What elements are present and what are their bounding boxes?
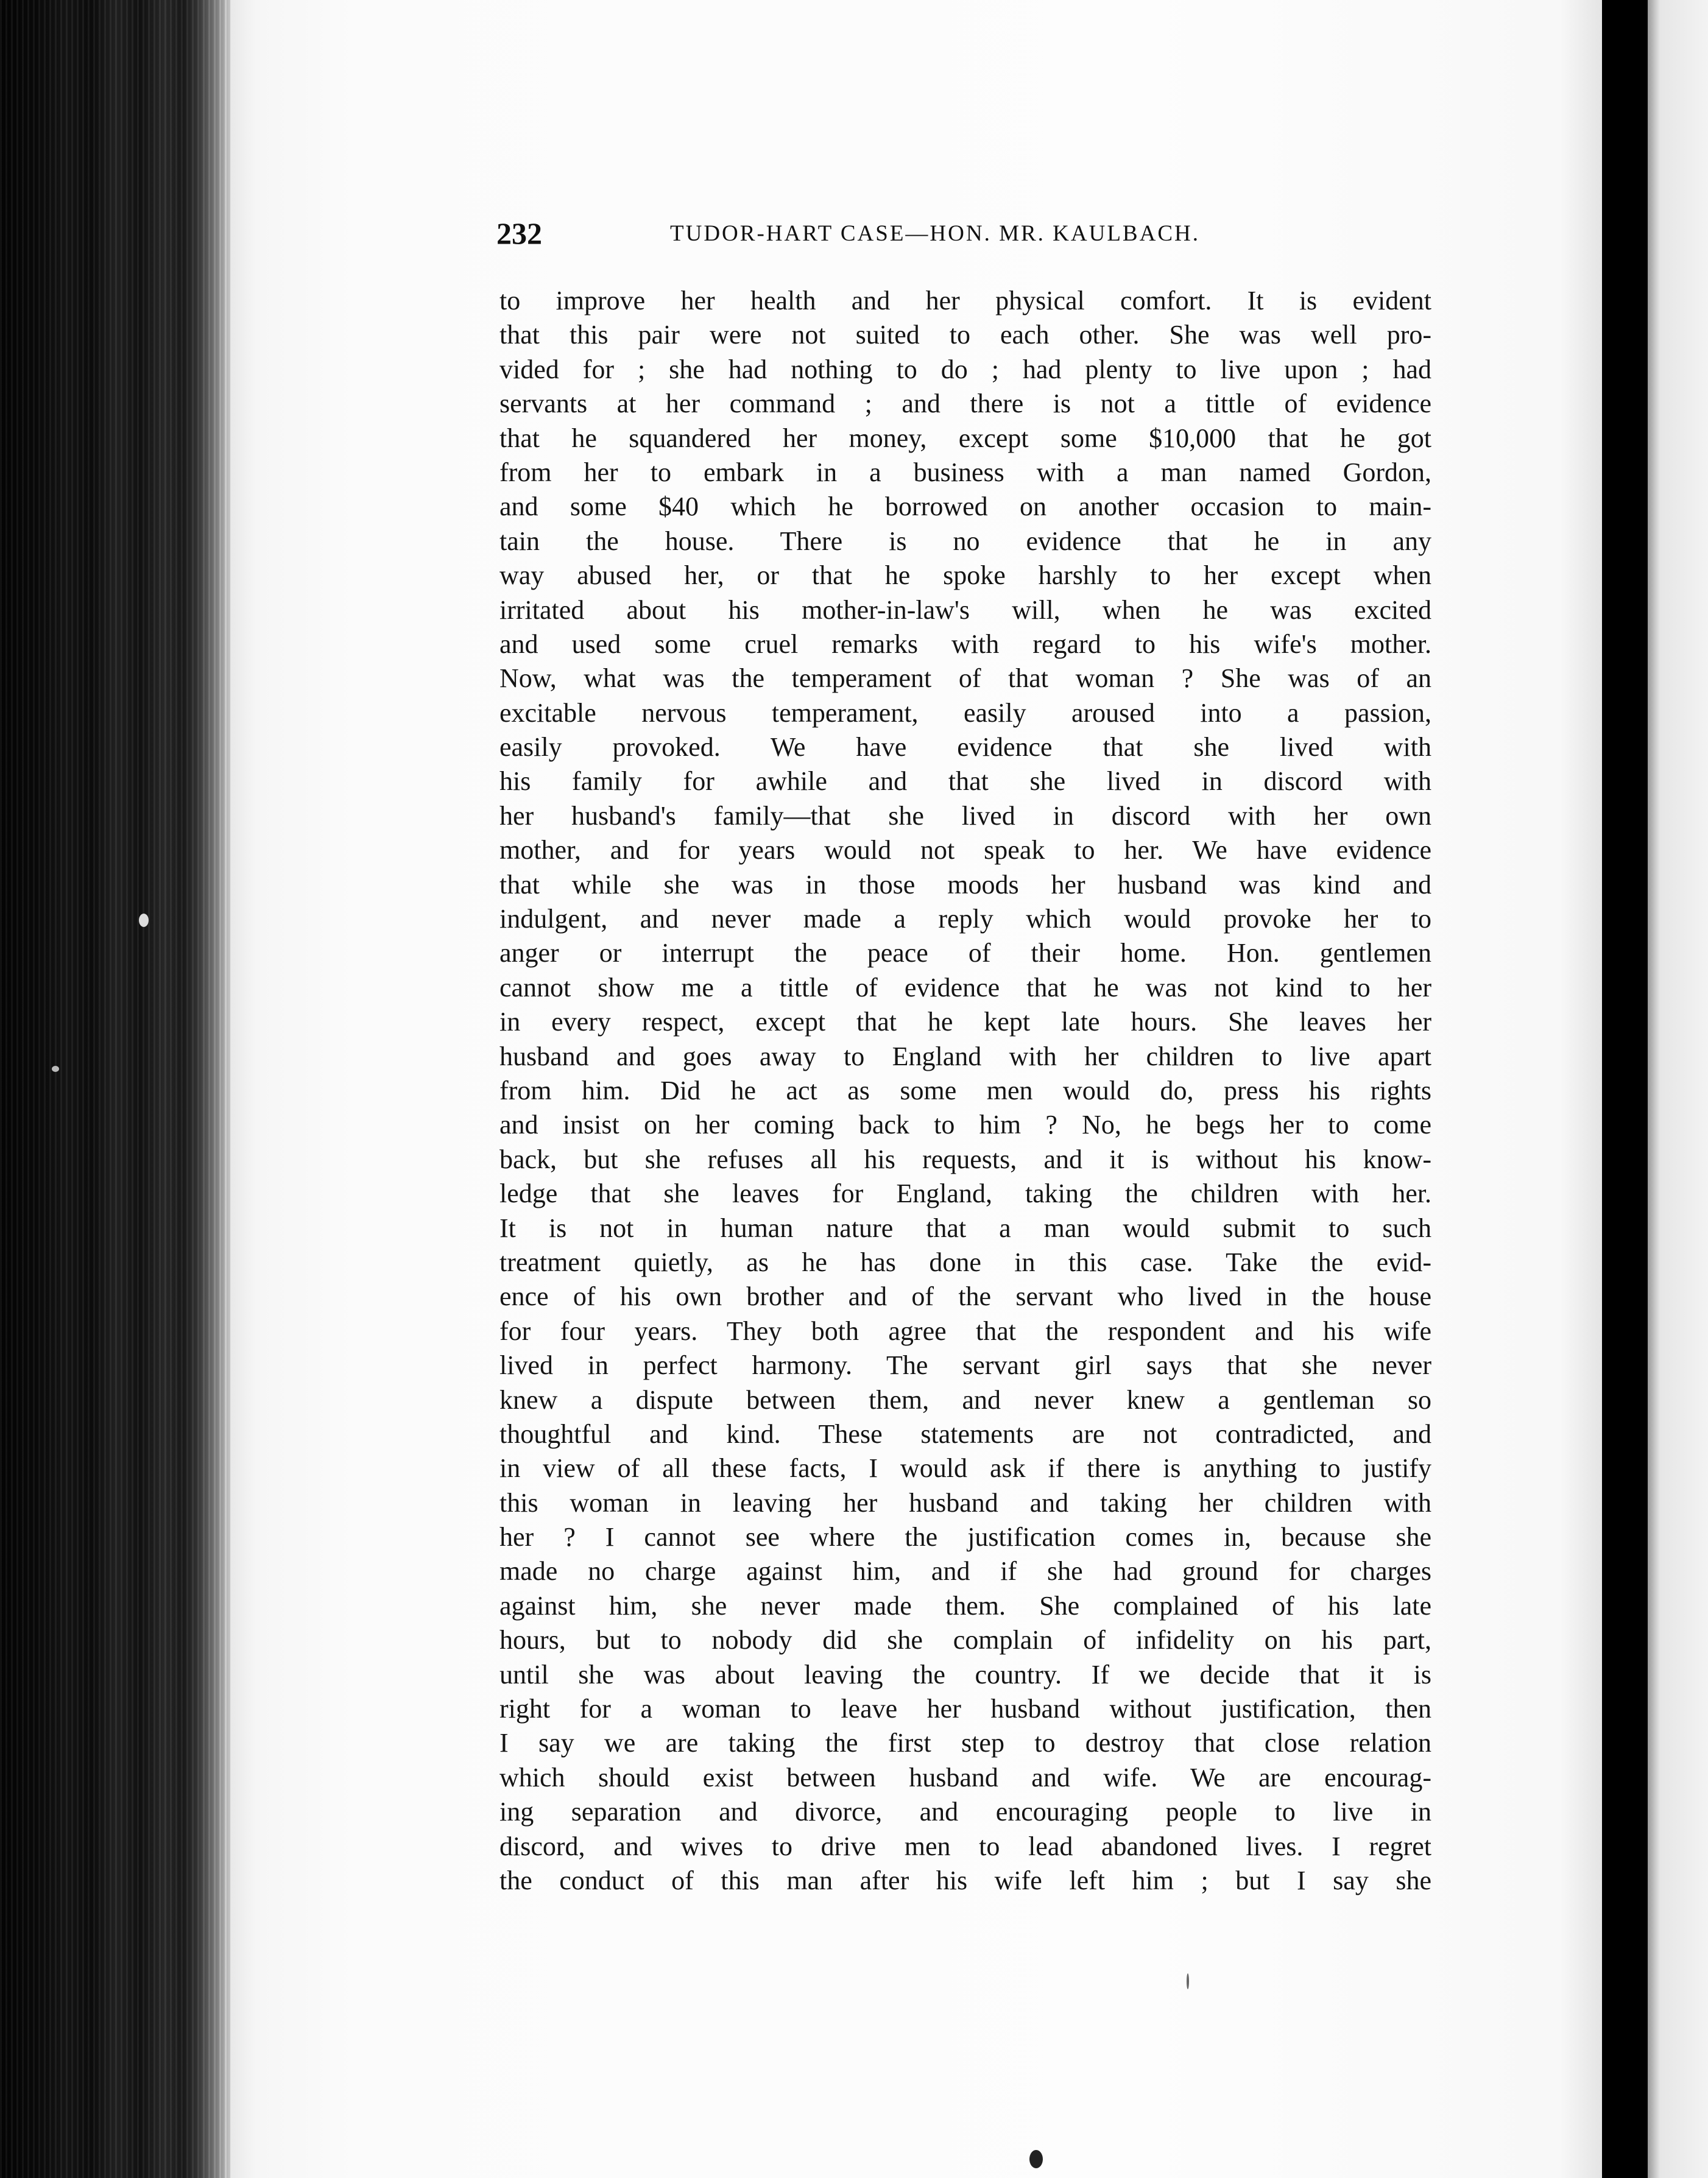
text-line: that he squandered her money, except some $10,000 that he got xyxy=(499,423,1431,453)
text-line: It is not in human nature that a man would submit to such xyxy=(499,1213,1431,1243)
text-line: from her to embark in a business with a man named Gordon, xyxy=(499,457,1431,487)
text-line: mother, and for years would not speak to her. We have evidence xyxy=(499,835,1431,865)
text-line: until she was about leaving the country. If we decide that it is xyxy=(499,1659,1431,1690)
text-line: cannot show me a tittle of evidence that he was not kind to her xyxy=(499,972,1431,1003)
page-number: 232 xyxy=(496,216,542,250)
text-line: right for a woman to leave her husband without justification, then xyxy=(499,1694,1431,1724)
text-line: for four years. They both agree that the respondent and his wife xyxy=(499,1316,1431,1346)
book-page-edges xyxy=(0,0,231,2178)
text-line: that while she was in those moods her husband was kind and xyxy=(499,869,1431,900)
text-line: treatment quietly, as he has done in this case. Take the evid- xyxy=(499,1247,1431,1277)
text-line: and some $40 which he borrowed on another occasion to main- xyxy=(499,492,1431,522)
text-line: this woman in leaving her husband and taking her children with xyxy=(499,1487,1431,1518)
text-line: way abused her, or that he spoke harshly to her except when xyxy=(499,560,1431,591)
text-line: tain the house. There is no evidence that he in any xyxy=(499,526,1431,556)
text-line: thoughtful and kind. These statements are not contradicted, and xyxy=(499,1419,1431,1449)
text-line: ing separation and divorce, and encouraging people to live in xyxy=(499,1797,1431,1827)
running-title: TUDOR-HART CASE—HON. MR. KAULBACH. xyxy=(670,221,1200,246)
text-line: that this pair were not suited to each other. She was well pro- xyxy=(499,320,1431,350)
text-line: made no charge against him, and if she had ground for charges xyxy=(499,1556,1431,1587)
text-line: his family for awhile and that she lived in discord with xyxy=(499,766,1431,797)
text-line: the conduct of this man after his wife left him ; but I say she xyxy=(499,1865,1431,1895)
text-line: ence of his own brother and of the servant who lived in the house xyxy=(499,1281,1431,1312)
text-line: hours, but to nobody did she complain of infidelity on his part, xyxy=(499,1625,1431,1655)
text-line: in every respect, except that he kept late hours. She leaves her xyxy=(499,1007,1431,1037)
text-line: to improve her health and her physical comfort. It is evident xyxy=(499,286,1431,315)
text-line: Now, what was the temperament of that woman ? She was of an xyxy=(499,663,1431,694)
scan-speck xyxy=(1029,2150,1043,2168)
text-line: against him, she never made them. She complained of his late xyxy=(499,1590,1431,1621)
text-line: irritated about his mother-in-law's will, when he was excited xyxy=(499,594,1431,625)
scan-speck xyxy=(1187,1973,1189,1989)
facing-page-edge xyxy=(1648,0,1708,2178)
text-line: servants at her command ; and there is not a tittle of evidence xyxy=(499,389,1431,419)
text-line: indulgent, and never made a reply which would provoke her to xyxy=(499,904,1431,934)
text-line: back, but she refuses all his requests, and it is without his know- xyxy=(499,1144,1431,1174)
running-header xyxy=(496,212,1447,255)
scan-speck xyxy=(52,1066,59,1072)
text-line: and insist on her coming back to him ? No, he begs her to come xyxy=(499,1110,1431,1140)
text-line: excitable nervous temperament, easily aroused into a passion, xyxy=(499,697,1431,728)
text-line: and used some cruel remarks with regard to his wife's mother. xyxy=(499,629,1431,659)
text-line: in view of all these facts, I would ask if there is anything to justify xyxy=(499,1453,1431,1484)
text-line: husband and goes away to England with her children to live apart xyxy=(499,1041,1431,1071)
text-line: easily provoked. We have evidence that she lived with xyxy=(499,732,1431,763)
text-line: her ? I cannot see where the justification comes in, because she xyxy=(499,1522,1431,1552)
text-line: anger or interrupt the peace of their home. Hon. gentlemen xyxy=(499,938,1431,968)
text-line: I say we are taking the first step to destroy that close relation xyxy=(499,1728,1431,1758)
body-text xyxy=(499,284,1431,1898)
text-line: vided for ; she had nothing to do ; had plenty to live upon ; had xyxy=(499,354,1431,384)
text-line: her husband's family—that she lived in discord with her own xyxy=(499,800,1431,831)
scan-speck xyxy=(139,914,149,927)
text-line: discord, and wives to drive men to lead abandoned lives. I regret xyxy=(499,1831,1431,1861)
text-line: ledge that she leaves for England, taking the children with her. xyxy=(499,1179,1431,1209)
text-line: lived in perfect harmony. The servant girl says that she never xyxy=(499,1350,1431,1381)
text-line: from him. Did he act as some men would do, press his rights xyxy=(499,1075,1431,1105)
text-line: which should exist between husband and wife. We are encourag- xyxy=(499,1762,1431,1792)
page-gutter xyxy=(1602,0,1648,2178)
text-line: knew a dispute between them, and never knew a gentleman so xyxy=(499,1384,1431,1415)
